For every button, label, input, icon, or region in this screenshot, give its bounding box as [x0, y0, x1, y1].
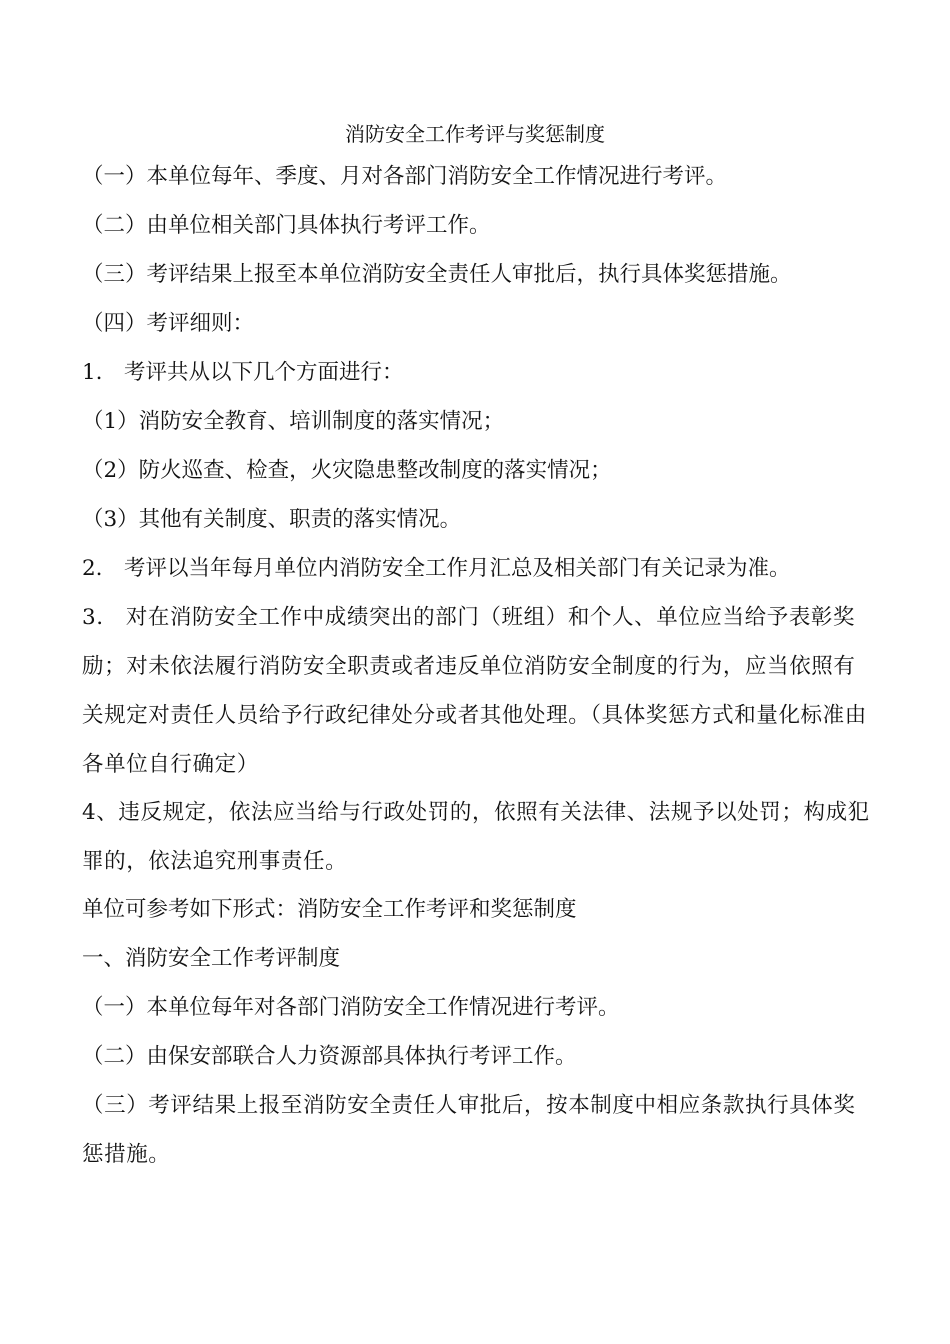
paragraph-6: （1）消防安全教育、培训制度的落实情况； [82, 409, 505, 434]
paragraph-1: （一）本单位每年、季度、月对各部门消防安全工作情况进行考评。 [82, 164, 728, 189]
paragraph-12: 单位可参考如下形式：消防安全工作考评和奖惩制度 [82, 897, 577, 922]
paragraph-15: （二）由保安部联合人力资源部具体执行考评工作。 [82, 1044, 577, 1069]
paragraph-3: （三）考评结果上报至本单位消防安全责任人审批后，执行具体奖惩措施。 [82, 262, 792, 287]
paragraph-5: 1. 考评共从以下几个方面进行： [82, 360, 404, 385]
paragraph-16: （三）考评结果上报至消防安全责任人审批后，按本制度中相应条款执行具体奖惩措施。 [82, 1093, 856, 1167]
paragraph-9: 2. 考评以当年每月单位内消防安全工作月汇总及相关部门有关记录为准。 [82, 556, 791, 581]
paragraph-4: （四）考评细则： [82, 311, 255, 336]
document-title: 消防安全工作考评与奖惩制度 [345, 122, 605, 146]
paragraph-13: 一、消防安全工作考评制度 [82, 946, 341, 971]
paragraph-2: （二）由单位相关部门具体执行考评工作。 [82, 213, 491, 238]
paragraph-14: （一）本单位每年对各部门消防安全工作情况进行考评。 [82, 995, 620, 1020]
paragraph-11: 4、违反规定，依法应当给与行政处罚的，依照有关法律、法规予以处罚；构成犯罪的，依法追究刑事责任。 [82, 800, 870, 874]
document-body [82, 162, 874, 1188]
paragraph-8: （3）其他有关制度、职责的落实情况。 [82, 507, 462, 532]
paragraph-10: 3. 对在消防安全工作中成绩突出的部门（班组）和个人、单位应当给予表彰奖励；对未依法履行消防安全职责或者违反单位消防安全制度的行为，应当依照有关规定对责任人员给予行政纪律处分或者其他处理。（具体奖惩方式和量化标准由各单位自行确定） [82, 605, 867, 777]
paragraph-7: （2）防火巡查、检查，火灾隐患整改制度的落实情况； [82, 458, 612, 483]
